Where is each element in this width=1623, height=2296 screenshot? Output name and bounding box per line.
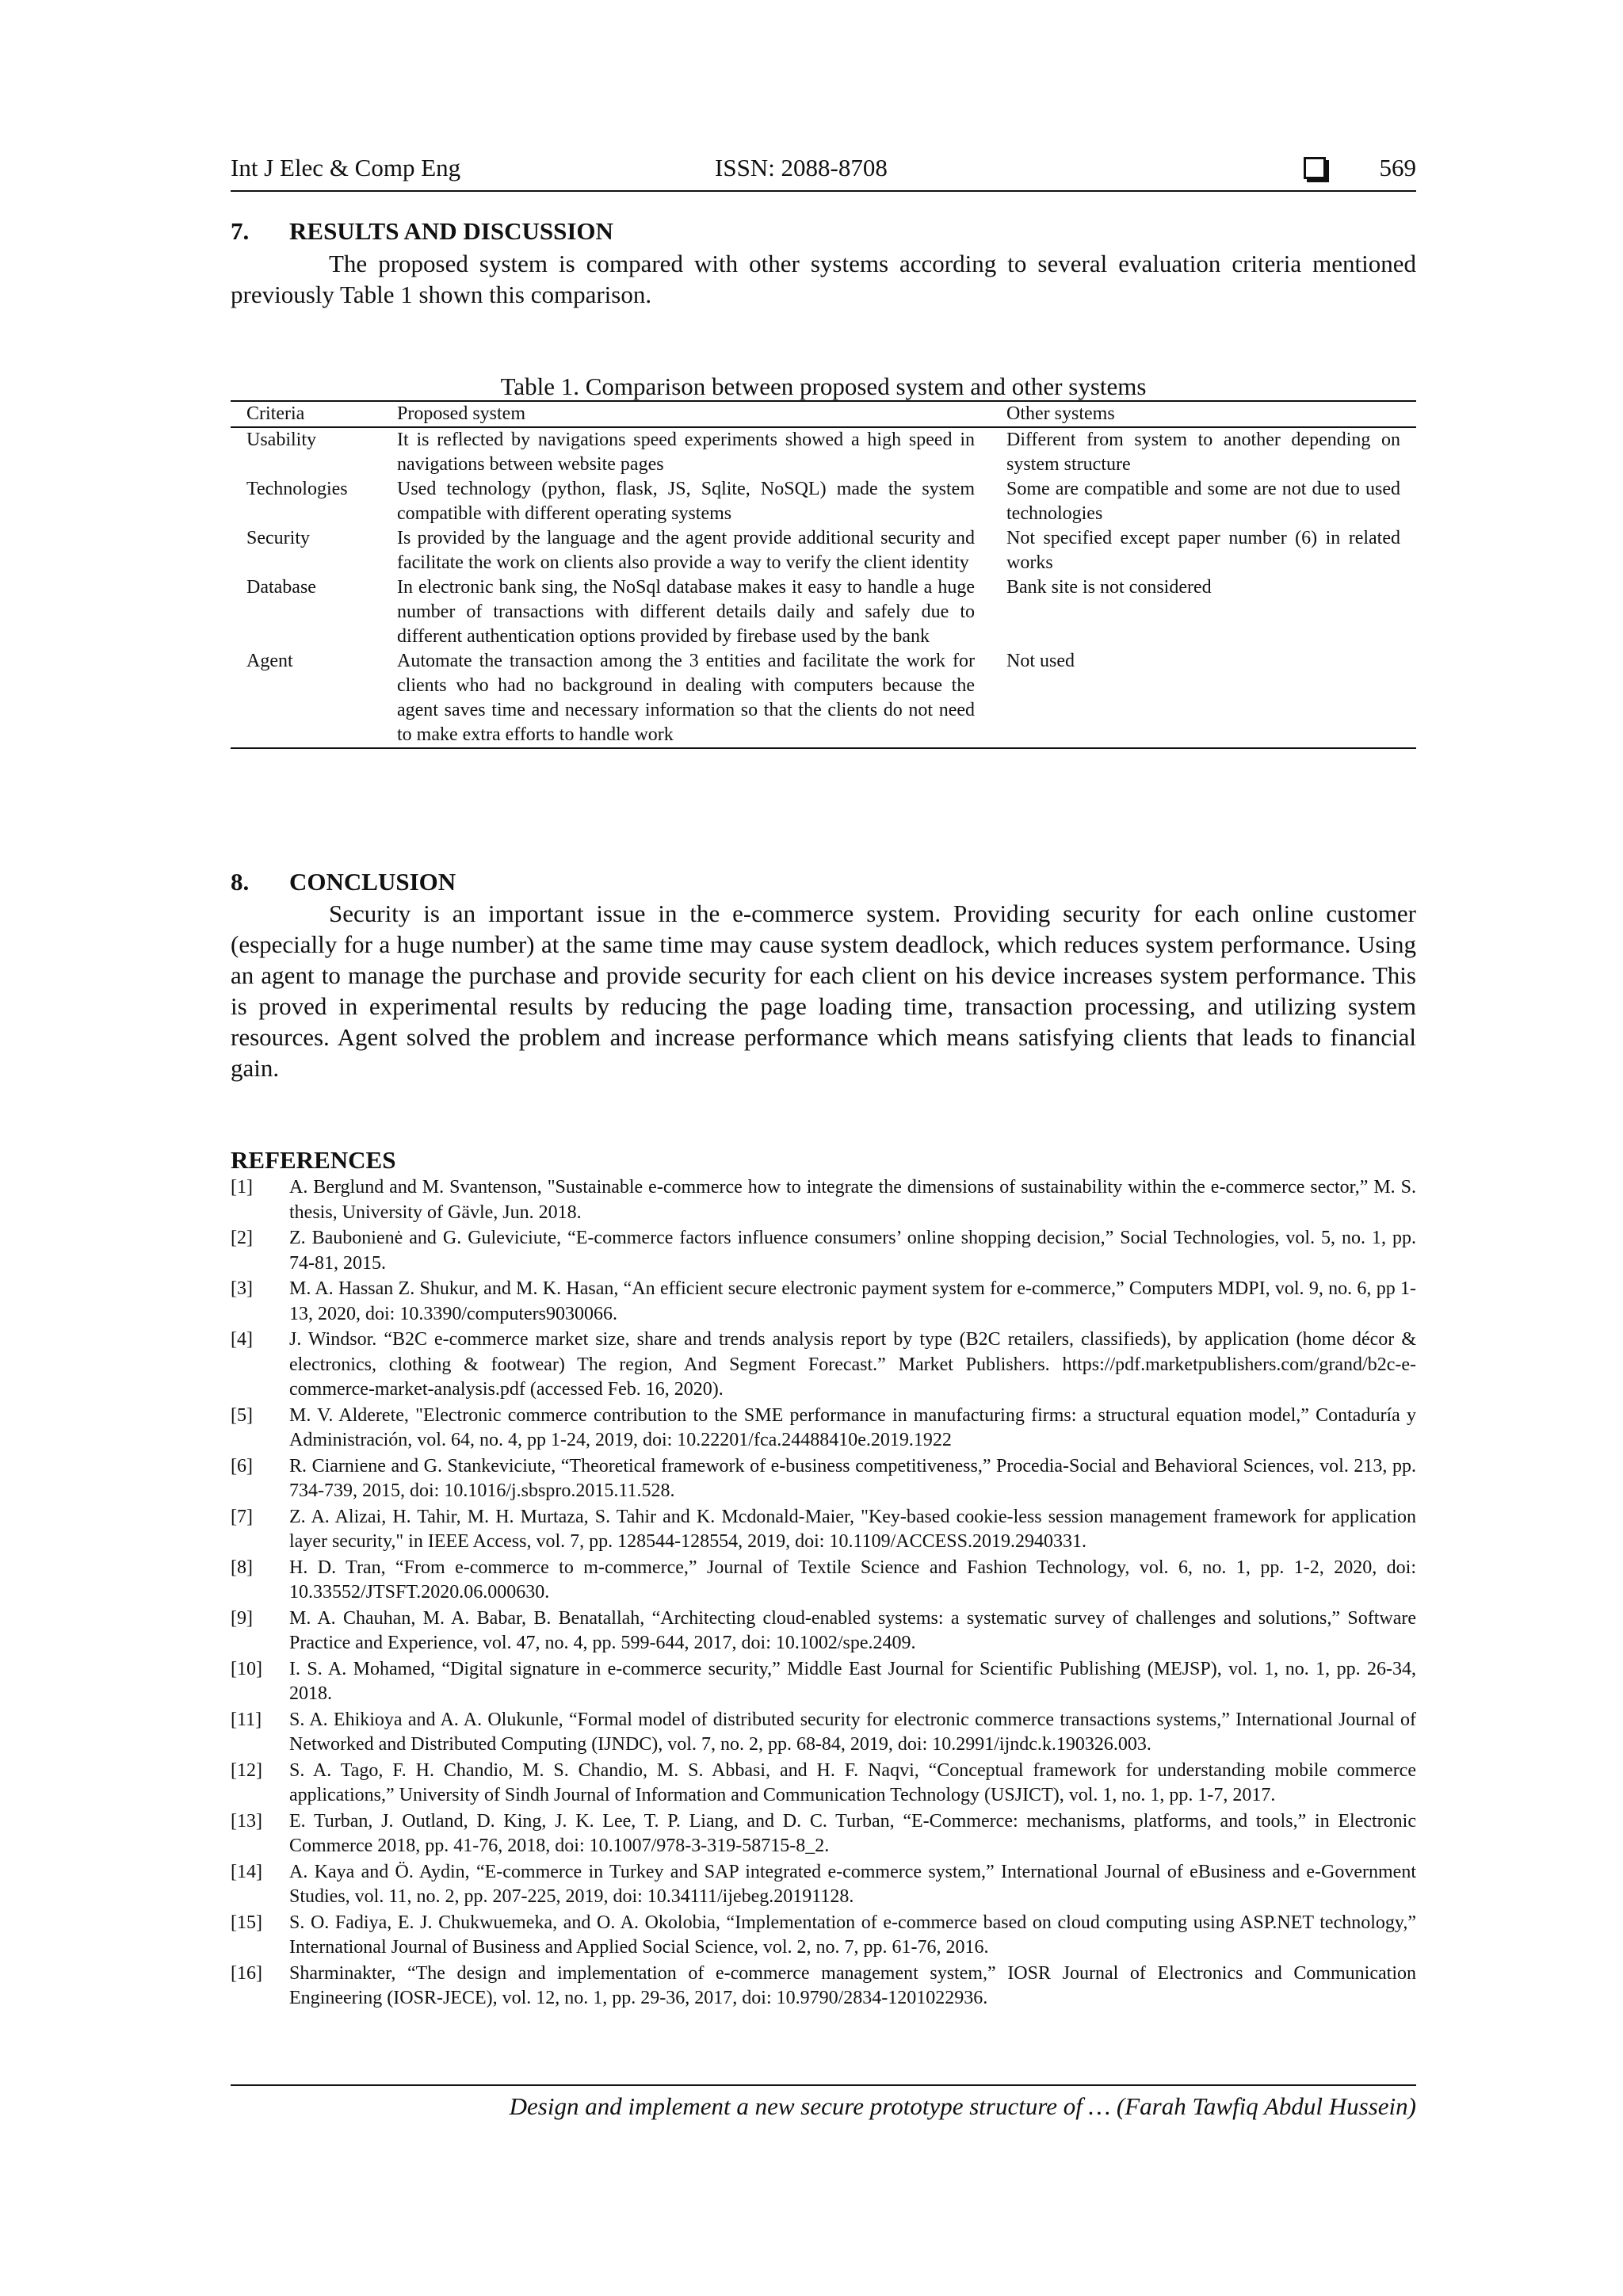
reference-item (231, 1962, 1416, 2011)
reference-number: [13] (231, 1810, 262, 1832)
section-8-heading (231, 866, 456, 898)
reference-number: [1] (231, 1177, 253, 1198)
issn: ISSN: 2088-8708 (715, 154, 888, 181)
table-cell: In electronic bank sing, the NoSql database makes it easy to handle a huge number of transactions with different details daily and safely due to different authentication options provided by firebase used by the bank (397, 577, 975, 647)
reference-text: I. S. A. Mohamed, “Digital signature in e-commerce security,” Middle East Journal for Scientific Publishing (MEJSP), vol. 1, no. 1, pp. 26-34, 2018. (289, 1658, 1416, 1704)
table-cell: Different from system to another depending on system structure (1006, 430, 1400, 475)
reference-number: [12] (231, 1759, 262, 1781)
table-cell: Not used (1006, 651, 1075, 671)
section-title: RESULTS AND DISCUSSION (289, 217, 613, 245)
table-row (231, 477, 1416, 526)
table-cell: Bank site is not considered (1006, 577, 1212, 598)
section-7-paragraph: The proposed system is compared with other systems according to several evaluation criteria mentioned previously Table 1 shown this comparison. (231, 250, 1416, 308)
section-8-paragraph: Security is an important issue in the e-commerce system. Providing security for each online customer (especially for a huge number) at the same time may cause system deadlock, which reduces system performance. Using an agent to manage the purchase and provide security for each client on his device increases system performance. This is proved in experimental results by reducing the page loading time, transaction processing, and utilizing system resources. Agent solved the problem and increase performance which means satisfying clients that leads to financial gain. (231, 900, 1416, 1082)
reference-item (231, 1860, 1416, 1910)
reference-number: [8] (231, 1557, 253, 1578)
reference-number: [9] (231, 1607, 253, 1629)
table-cell: Usability (246, 430, 316, 450)
reference-text: S. O. Fadiya, E. J. Chukwuemeka, and O. A. Okolobia, “Implementation of e-commerce based on cloud computing using ASP.NET technology,” International Journal of Business and Applied Social Science, vol. 2, no. 7, pp. 61-76, 2016. (289, 1912, 1416, 1958)
reference-text: Z. A. Alizai, H. Tahir, M. H. Murtaza, S. Tahir and K. Mcdonald-Maier, "Key-based cookie-less session management framework for application layer security," in IEEE Access, vol. 7, pp. 128544-128554, 2019, doi: 10.1109/ACCESS.2019.2940331. (289, 1506, 1416, 1552)
section-title: CONCLUSION (289, 868, 456, 896)
reference-text: E. Turban, J. Outland, D. King, J. K. Lee, T. P. Liang, and D. C. Turban, “E-Commerce: mechanisms, platforms, and tools,” in Electronic Commerce 2018, pp. 41-76, 2018, doi: 10.1007/978-3-319-58715-8_2. (289, 1810, 1416, 1856)
table-cell: Some are compatible and some are not due to used technologies (1006, 479, 1400, 524)
reference-number: [7] (231, 1506, 253, 1527)
reference-item (231, 1328, 1416, 1403)
reference-item (231, 1226, 1416, 1276)
reference-number: [6] (231, 1455, 253, 1477)
reference-number: [11] (231, 1709, 262, 1730)
table-cell: Agent (246, 651, 293, 671)
table-cell: Not specified except paper number (6) in related works (1006, 528, 1400, 573)
reference-text: Sharminakter, “The design and implementation of e-commerce management system,” IOSR Journal of Electronics and Communication Engineering (IOSR-JECE), vol. 12, no. 1, pp. 29-36, 2017, doi: 10.9790/2834-1201022936. (289, 1962, 1416, 2008)
page-number: 569 (1379, 154, 1416, 181)
references-heading: REFERENCES (231, 1146, 396, 1174)
reference-item (231, 1759, 1416, 1809)
column-header: Criteria (246, 403, 305, 424)
reference-item (231, 1708, 1416, 1758)
table-cell: Technologies (246, 479, 348, 499)
table-row (231, 575, 1416, 649)
reference-list (231, 1175, 1416, 2012)
reference-item (231, 1556, 1416, 1606)
table-cell: Database (246, 577, 316, 598)
reference-number: [14] (231, 1861, 262, 1882)
reference-item (231, 1175, 1416, 1225)
reference-number: [15] (231, 1912, 262, 1933)
running-header (231, 152, 1416, 192)
reference-text: M. V. Alderete, "Electronic commerce contribution to the SME performance in manufacturing firms: a structural equation model,” Contaduría y Administración, vol. 64, no. 4, pp 1-24, 2019, doi: 10.22201/fca.24488410e.2019.1922 (289, 1404, 1416, 1450)
reference-item (231, 1606, 1416, 1656)
reference-item (231, 1657, 1416, 1707)
reference-text: R. Ciarniene and G. Stankeviciute, “Theoretical framework of e-business competitiveness,” Procedia-Social and Behavioral Sciences, vol. 213, pp. 734-739, 2015, doi: 10.1016/j.sbspro.2015.11.528. (289, 1455, 1416, 1501)
comparison-table (231, 400, 1416, 749)
reference-text: M. A. Chauhan, M. A. Babar, B. Benatallah, “Architecting cloud-enabled systems: a systematic survey of challenges and solutions,” Software Practice and Experience, vol. 47, no. 4, pp. 599-644, 2017, doi: 10.1002/spe.2409. (289, 1607, 1416, 1653)
square-bullet-icon (1304, 157, 1326, 179)
column-header: Other systems (1006, 403, 1115, 424)
reference-number: [4] (231, 1329, 253, 1350)
reference-item (231, 1404, 1416, 1454)
reference-number: [3] (231, 1278, 253, 1299)
reference-item (231, 1505, 1416, 1555)
reference-text: S. A. Ehikioya and A. A. Olukunle, “Formal model of distributed security for electronic commerce transactions systems,” International Journal of Networked and Distributed Computing (IJNDC), vol. 7, no. 2, pp. 68-84, 2019, doi: 10.2991/ijndc.k.190326.003. (289, 1709, 1416, 1755)
section-number: 8. (231, 868, 250, 896)
reference-number: [5] (231, 1404, 253, 1426)
table-row (231, 649, 1416, 748)
reference-item (231, 1277, 1416, 1327)
table-row (231, 427, 1416, 477)
section-number: 7. (231, 217, 250, 245)
reference-number: [10] (231, 1658, 262, 1679)
column-header: Proposed system (397, 403, 525, 424)
table-cell: Automate the transaction among the 3 entities and facilitate the work for clients who had no background in dealing with computers because the agent saves time and necessary information so that the clients do not need to make extra efforts to handle work (397, 651, 975, 745)
section-7-heading (231, 216, 613, 247)
journal-name: Int J Elec & Comp Eng (231, 154, 461, 181)
running-footer (231, 2084, 1416, 2122)
table-row (231, 526, 1416, 575)
reference-item (231, 1454, 1416, 1504)
reference-item (231, 1809, 1416, 1859)
reference-item (231, 1911, 1416, 1961)
reference-text: J. Windsor. “B2C e-commerce market size, share and trends analysis report by type (B2C retailers, classifieds), by application (home décor & electronics, clothing & footwear) The region, And Segment Forecast.” Market Publishers. https://pdf.marketpublishers.com/grand/b2c-e-commerce-market-analysis.pdf (accessed Feb. 16, 2020). (289, 1329, 1416, 1400)
table-cell: It is reflected by navigations speed experiments showed a high speed in navigations between website pages (397, 430, 975, 475)
table-caption: Table 1. Comparison between proposed system and other systems (500, 372, 1147, 400)
reference-text: Z. Baubonienė and G. Guleviciute, “E-commerce factors influence consumers’ online shopping decision,” Social Technologies, vol. 5, no. 1, pp. 74-81, 2015. (289, 1228, 1416, 1274)
reference-text: M. A. Hassan Z. Shukur, and M. K. Hasan, “An efficient secure electronic payment system for e-commerce,” Computers MDPI, vol. 9, no. 6, pp 1-13, 2020, doi: 10.3390/computers9030066. (289, 1278, 1416, 1324)
reference-text: A. Berglund and M. Svantenson, "Sustainable e-commerce how to integrate the dimensions of sustainability within the e-commerce sector,” M. S. thesis, University of Gävle, Jun. 2018. (289, 1177, 1416, 1223)
footer-title: Design and implement a new secure prototype structure of … (Farah Tawfiq Abdul Hussein) (509, 2092, 1416, 2120)
table-cell: Is provided by the language and the agent provide additional security and facilitate the work on clients also provide a way to verify the client identity (397, 528, 975, 573)
reference-text: S. A. Tago, F. H. Chandio, M. S. Chandio, M. S. Abbasi, and H. F. Naqvi, “Conceptual framework for understanding mobile commerce applications,” University of Sindh Journal of Information and Communication Technology (USJICT), vol. 1, no. 1, pp. 1-7, 2017. (289, 1759, 1416, 1805)
reference-number: [2] (231, 1228, 253, 1248)
reference-text: H. D. Tran, “From e-commerce to m-commerce,” Journal of Textile Science and Fashion Technology, vol. 6, no. 1, pp. 1-2, 2020, doi: 10.33552/JTSFT.2020.06.000630. (289, 1557, 1416, 1603)
reference-number: [16] (231, 1962, 262, 1984)
table-cell: Security (246, 528, 310, 548)
table-cell: Used technology (python, flask, JS, Sqlite, NoSQL) made the system compatible with different operating systems (397, 479, 975, 524)
reference-text: A. Kaya and Ö. Aydin, “E-commerce in Turkey and SAP integrated e-commerce system,” International Journal of eBusiness and e-Government Studies, vol. 11, no. 2, pp. 207-225, 2019, doi: 10.34111/ijebeg.20191128. (289, 1861, 1416, 1907)
table-header-row (231, 401, 1416, 427)
